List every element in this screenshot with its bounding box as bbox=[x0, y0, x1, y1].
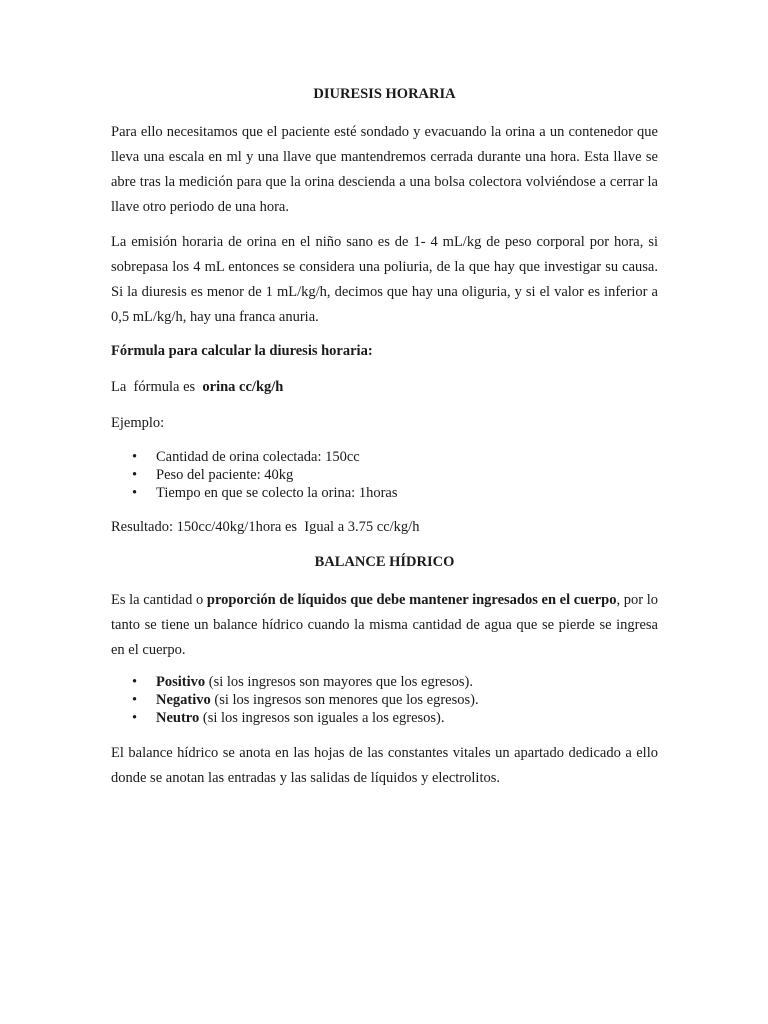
bullet-icon: • bbox=[132, 692, 138, 708]
bullet-icon: • bbox=[132, 710, 138, 726]
balance-suffix: , por lo tanto se tiene un balance hídrico cuando la misma cantidad de agua que se pierde se ingresa en el cuerpo. bbox=[111, 592, 658, 658]
paragraph-procedure: Para ello necesitamos que el paciente esté sondado y evacuando la orina a un contenedor que lleva una escala en ml y una llave que mantendremos cerrada durante una hora. Esta llave se abre tras la medición para que la orina descienda a una bolsa colectora volviéndose a cerrar la llave otro periodo de una hora. bbox=[111, 124, 658, 215]
paragraph-balance-record: El balance hídrico se anota en las hojas de las constantes vitales un apartado dedicado a ello donde se anotan las entradas y las salidas de líquidos y electrolitos. bbox=[111, 745, 658, 786]
type-label: Neutro bbox=[156, 710, 200, 726]
document-page bbox=[111, 84, 658, 801]
example-list bbox=[111, 448, 658, 502]
bullet-icon: • bbox=[132, 674, 138, 690]
list-item-text: Cantidad de orina colectada: 150cc bbox=[156, 449, 360, 465]
list-item bbox=[132, 466, 658, 484]
list-item-text: Tiempo en que se colecto la orina: 1horas bbox=[156, 485, 398, 501]
balance-prefix: Es la cantidad o bbox=[111, 592, 207, 608]
list-item-text: Peso del paciente: 40kg bbox=[156, 467, 294, 483]
balance-bold: proporción de líquidos que debe mantener ingresados en el cuerpo bbox=[206, 592, 617, 608]
formula-value: orina cc/kg/h bbox=[202, 379, 284, 395]
bullet-icon: • bbox=[132, 485, 138, 501]
bullet-icon: • bbox=[132, 467, 138, 483]
type-desc: (si los ingresos son iguales a los egresos). bbox=[199, 710, 445, 726]
result-line: Resultado: 150cc/40kg/1hora es Igual a 3.75 cc/kg/h bbox=[111, 519, 420, 535]
formula-line bbox=[111, 376, 658, 398]
type-desc: (si los ingresos son mayores que los egresos). bbox=[205, 674, 473, 690]
list-item bbox=[132, 673, 658, 691]
example-label: Ejemplo: bbox=[111, 415, 165, 431]
type-label: Negativo bbox=[156, 692, 211, 708]
section-title-diuresis: DIURESIS HORARIA bbox=[313, 86, 456, 102]
paragraph-urine-output: La emisión horaria de orina en el niño sano es de 1- 4 mL/kg de peso corporal por hora, si sobrepasa los 4 mL entonces se considera una poliuria, de la que hay que investigar su causa. Si la diuresis es menor de 1 mL/kg/h, decimos que hay una oliguria, y si el valor es inferior a 0,5 mL/kg/h, hay una franca anuria. bbox=[111, 234, 658, 325]
section-title-balance: BALANCE HÍDRICO bbox=[314, 554, 455, 570]
paragraph-balance-definition bbox=[111, 588, 658, 663]
balance-types-list bbox=[111, 673, 658, 727]
list-item bbox=[132, 484, 658, 502]
type-label: Positivo bbox=[156, 674, 206, 690]
list-item bbox=[132, 448, 658, 466]
formula-heading bbox=[111, 340, 658, 362]
list-item bbox=[132, 709, 658, 727]
type-desc: (si los ingresos son menores que los egresos). bbox=[210, 692, 479, 708]
list-item bbox=[132, 691, 658, 709]
formula-prefix: La fórmula es bbox=[111, 379, 203, 395]
formula-heading-text: Fórmula para calcular la diuresis horaria: bbox=[111, 343, 373, 359]
bullet-icon: • bbox=[132, 449, 138, 465]
